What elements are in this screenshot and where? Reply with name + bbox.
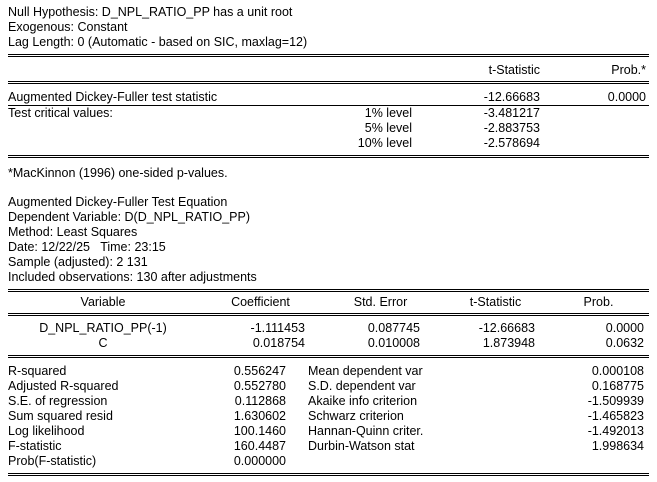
table-row — [8, 439, 648, 454]
adf-test-statistic-label: Augmented Dickey-Fuller test statistic — [8, 90, 218, 104]
stat-right-label: Hannan-Quinn criter. — [308, 424, 424, 438]
table-row — [8, 379, 648, 394]
table-row — [8, 424, 648, 439]
adf-statistic-rows — [8, 90, 648, 105]
stat-right-label: Akaike info criterion — [308, 394, 418, 408]
test-header — [0, 0, 657, 50]
table-row — [8, 321, 648, 336]
table-row — [8, 336, 648, 351]
null-hypothesis-line: Null Hypothesis: D_NPL_RATIO_PP has a unit root — [8, 5, 293, 19]
critical-value-row — [8, 136, 648, 151]
stat-left-value: 0.556247 — [233, 364, 286, 378]
stat-left-label: R-squared — [8, 364, 67, 378]
critical-value-prob-blank — [548, 106, 648, 121]
stat-left-label: Sum squared resid — [8, 409, 113, 423]
stat-right-label — [308, 454, 518, 469]
coef-row-variable: C — [98, 336, 108, 350]
coefficient-table-headers — [8, 295, 648, 310]
coef-row-std-error: 0.087745 — [367, 321, 420, 335]
adf-critical-values-table — [8, 106, 648, 151]
stat-left-value: 1.630602 — [233, 409, 286, 423]
coefficient-table-rows — [8, 321, 648, 351]
stat-right-label: Durbin-Watson stat — [308, 439, 415, 453]
stat-right-label: Mean dependent var — [308, 364, 423, 378]
critical-value-prob-blank — [548, 136, 648, 151]
stat-right-value: -1.465823 — [587, 409, 644, 423]
coef-row-variable: D_NPL_RATIO_PP(-1) — [39, 321, 167, 335]
lag-length-line: Lag Length: 0 (Automatic - based on SIC, maxlag=12) — [8, 35, 308, 49]
stat-right-value: -1.509939 — [587, 394, 644, 408]
stat-right-label: S.D. dependent var — [308, 379, 416, 393]
table-row — [8, 409, 648, 424]
stat-left-label: Adjusted R-squared — [8, 379, 119, 393]
date-time-line: Date: 12/22/25 Time: 23:15 — [8, 240, 166, 254]
adf-header-t-statistic: t-Statistic — [488, 63, 540, 77]
stat-right-value: 1.998634 — [591, 439, 644, 453]
coef-row-std-error: 0.010008 — [367, 336, 420, 350]
adf-test-statistic-row — [8, 90, 648, 105]
adf-test-statistic-value: -12.66683 — [483, 90, 541, 104]
critical-value-level: 1% level — [364, 106, 412, 120]
coef-header-prob: Prob. — [583, 295, 614, 309]
critical-value-amount: -3.481217 — [483, 106, 540, 120]
critical-value-row — [8, 106, 648, 121]
coef-row-prob: 0.0000 — [605, 321, 644, 335]
adf-column-header-row — [8, 63, 648, 78]
coef-header-t-statistic: t-Statistic — [469, 295, 522, 309]
equation-info-block — [0, 181, 657, 285]
stat-left-value: 160.4487 — [233, 439, 286, 453]
method-line: Method: Least Squares — [8, 225, 138, 239]
critical-values-label: Test critical values: — [8, 106, 113, 120]
stat-left-value: 0.000000 — [233, 454, 286, 468]
table-row — [8, 364, 648, 379]
stat-right-value: -1.492013 — [587, 424, 644, 438]
critical-value-prob-blank — [548, 121, 648, 136]
dependent-variable-line: Dependent Variable: D(D_NPL_RATIO_PP) — [8, 210, 251, 224]
stat-left-label: Log likelihood — [8, 424, 85, 438]
coef-row-t-statistic: 1.873948 — [482, 336, 535, 350]
coef-row-prob: 0.0632 — [605, 336, 644, 350]
coef-header-std-error: Std. Error — [353, 295, 408, 309]
equation-title: Augmented Dickey-Fuller Test Equation — [8, 195, 228, 209]
critical-value-amount: -2.578694 — [483, 136, 540, 150]
adf-header-spacer — [8, 63, 238, 78]
critical-value-level: 10% level — [357, 136, 412, 150]
stat-left-value: 0.552780 — [233, 379, 286, 393]
stat-left-label: F-statistic — [8, 439, 62, 453]
adf-header-prob: Prob.* — [611, 63, 646, 77]
coef-row-coefficient: -1.111453 — [250, 321, 305, 335]
coefficient-header-row — [8, 295, 648, 310]
regression-statistics-table — [8, 364, 648, 469]
stat-right-label: Schwarz criterion — [308, 409, 404, 423]
stat-right-value — [518, 454, 648, 469]
stat-left-value: 100.1460 — [233, 424, 286, 438]
stat-right-value: 0.000108 — [591, 364, 644, 378]
stat-left-value: 0.112868 — [234, 394, 286, 408]
sample-line: Sample (adjusted): 2 131 — [8, 255, 148, 269]
table-row — [8, 394, 648, 409]
critical-value-row — [8, 121, 648, 136]
stat-left-label: Prob(F-statistic) — [8, 454, 97, 468]
footnote-block — [0, 158, 657, 181]
coef-header-variable: Variable — [80, 295, 126, 309]
mackinnon-footnote: *MacKinnon (1996) one-sided p-values. — [8, 166, 228, 180]
included-observations-line: Included observations: 130 after adjustments — [8, 270, 257, 284]
critical-value-amount: -2.883753 — [483, 121, 540, 135]
coef-row-t-statistic: -12.66683 — [478, 321, 535, 335]
stat-left-label: S.E. of regression — [8, 394, 108, 408]
critical-value-level: 5% level — [364, 121, 412, 135]
stat-right-value: 0.168775 — [591, 379, 644, 393]
exogenous-line: Exogenous: Constant — [8, 20, 128, 34]
coef-header-coefficient: Coefficient — [231, 295, 290, 309]
table-row — [8, 454, 648, 469]
coef-row-coefficient: 0.018754 — [252, 336, 305, 350]
critical-values-label-blank-2 — [8, 136, 238, 151]
statistics-bottom-rule — [8, 473, 649, 476]
adf-results-table — [8, 63, 648, 78]
adf-header-spacer-2 — [238, 63, 418, 78]
critical-values-label-blank — [8, 121, 238, 136]
adf-test-statistic-prob: 0.0000 — [607, 90, 647, 104]
